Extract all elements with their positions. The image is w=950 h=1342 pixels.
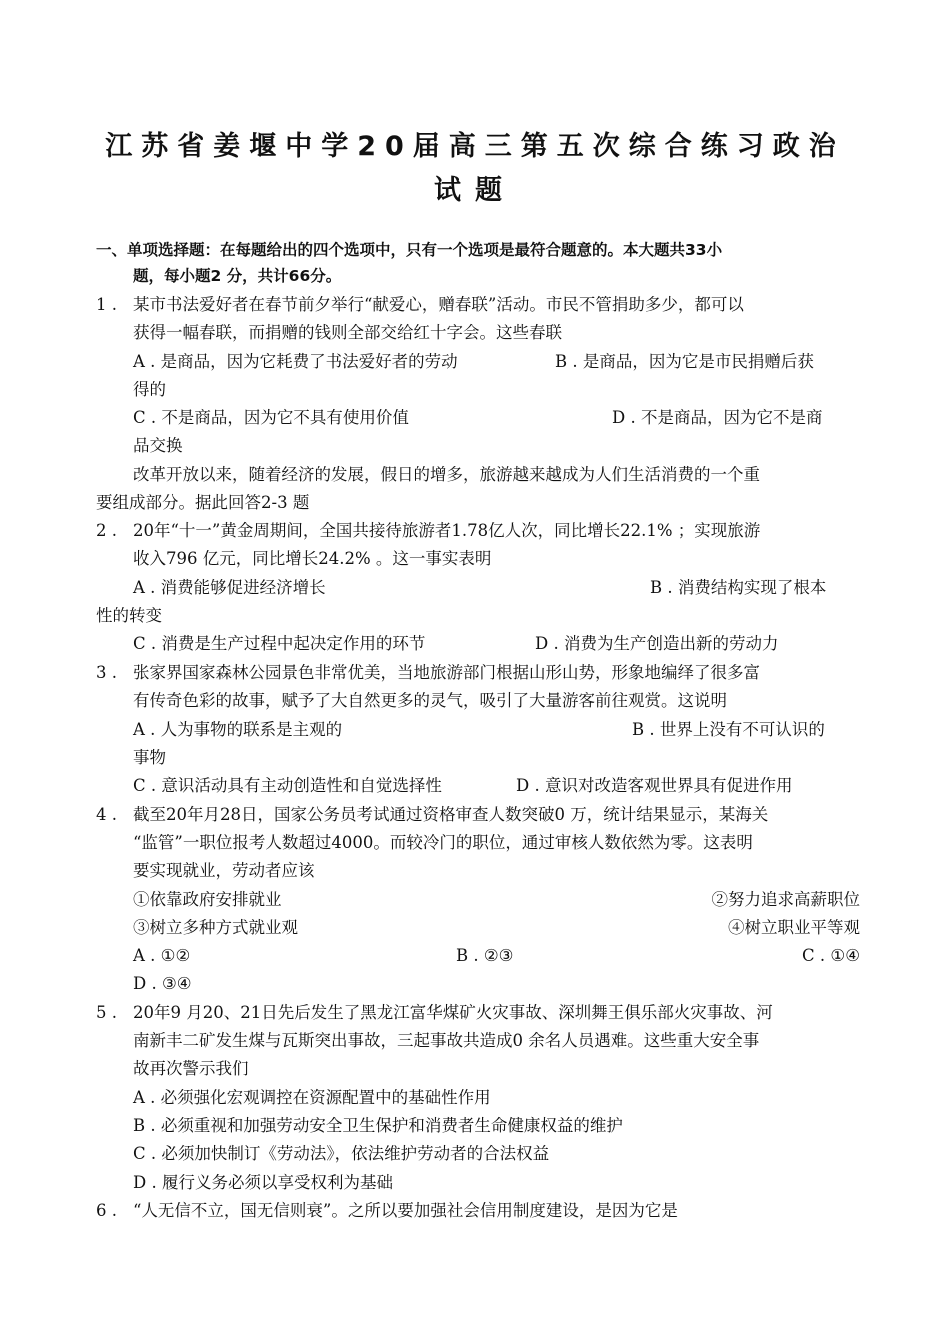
section-header-line1: 一、单项选择题：在每题给出的四个选项中，只有一个选项是最符合题意的。本大题共33小 — [96, 241, 723, 259]
q5-option-a: A . 必须强化宏观调控在资源配置中的基础性作用 — [133, 1088, 491, 1107]
q2-option-b-line2: 性的转变 — [96, 606, 162, 625]
q3-option-a: A . 人为事物的联系是主观的 — [133, 720, 343, 739]
question-number-1: 1 . — [96, 295, 117, 314]
q4-option-c: C . ①④ — [802, 946, 860, 965]
q4-stem-line2: “监管”一职位报考人数超过4000。而较冷门的职位，通过审核人数依然为零。这表明 — [133, 833, 753, 852]
q5-stem-line1: 20年9 月20、21日先后发生了黑龙江富华煤矿火灾事故、深圳舞王俱乐部火灾事故、河 — [133, 1003, 773, 1022]
section-header-line2: 题，每小题2 分，共计66分。 — [133, 267, 342, 285]
q2-option-b-line1: B . 消费结构实现了根本 — [650, 578, 827, 597]
q1-option-a: A . 是商品，因为它耗费了书法爱好者的劳动 — [133, 352, 458, 371]
exam-title-line1: 江苏省姜堰中学20届高三第五次综合练习政治 — [105, 131, 845, 162]
q2-option-d: D . 消费为生产创造出新的劳动力 — [535, 634, 779, 653]
q1-option-d-line1: D . 不是商品，因为它不是商 — [612, 408, 823, 427]
question-number-2: 2 . — [96, 521, 117, 540]
q2-stem-line1: 20年“十一”黄金周期间，全国共接待旅游者1.78亿人次，同比增长22.1% ；实现旅游 — [133, 521, 761, 540]
q1-stem-line1: 某市书法爱好者在春节前夕举行“献爱心，赠春联”活动。市民不管捐助多少，都可以 — [133, 295, 744, 314]
q4-stem-line1: 截至20年月28日，国家公务员考试通过资格审查人数突破0 万，统计结果显示，某海关 — [133, 805, 769, 824]
q3-option-b-line2: 事物 — [133, 748, 166, 767]
q4-option-d: D . ③④ — [133, 974, 192, 993]
q5-stem-line3: 故再次警示我们 — [133, 1059, 249, 1078]
q5-option-b: B . 必须重视和加强劳动安全卫生保护和消费者生命健康权益的维护 — [133, 1116, 623, 1135]
q4-item-1: ①依靠政府安排就业 — [133, 890, 282, 909]
q4-option-a: A . ①② — [133, 946, 191, 965]
q4-stem-line3: 要实现就业，劳动者应该 — [133, 861, 315, 880]
q1-option-b-line1: B . 是商品，因为它是市民捐赠后获 — [555, 352, 814, 371]
q4-item-3: ③树立多种方式就业观 — [133, 918, 298, 937]
q2-option-a: A . 消费能够促进经济增长 — [133, 578, 326, 597]
q5-option-c: C . 必须加快制订《劳动法》，依法维护劳动者的合法权益 — [133, 1144, 550, 1163]
q3-stem-line1: 张家界国家森林公园景色非常优美，当地旅游部门根据山形山势，形象地编绎了很多富 — [133, 663, 760, 682]
q1-option-c: C . 不是商品，因为它不具有使用价值 — [133, 408, 409, 427]
q4-option-b: B . ②③ — [456, 946, 514, 965]
q1-option-b-line2: 得的 — [133, 380, 166, 399]
material-line1: 改革开放以来，随着经济的发展，假日的增多，旅游越来越成为人们生活消费的一个重 — [133, 465, 760, 484]
q4-item-2: ②努力追求高薪职位 — [711, 890, 860, 909]
q2-option-c: C . 消费是生产过程中起决定作用的环节 — [133, 634, 426, 653]
q1-stem-line2: 获得一幅春联，而捐赠的钱则全部交给红十字会。这些春联 — [133, 323, 562, 342]
question-number-3: 3 . — [96, 663, 117, 682]
q3-stem-line2: 有传奇色彩的故事，赋予了大自然更多的灵气，吸引了大量游客前往观赏。这说明 — [133, 691, 727, 710]
q3-option-d: D . 意识对改造客观世界具有促进作用 — [516, 776, 793, 795]
question-number-6: 6 . — [96, 1201, 117, 1220]
q3-option-c: C . 意识活动具有主动创造性和自觉选择性 — [133, 776, 442, 795]
q5-stem-line2: 南新丰二矿发生煤与瓦斯突出事故，三起事故共造成0 余名人员遇难。这些重大安全事 — [133, 1031, 760, 1050]
q6-stem-line1: “人无信不立，国无信则衰”。之所以要加强社会信用制度建设，是因为它是 — [133, 1201, 678, 1220]
q2-stem-line2: 收入796 亿元，同比增长24.2% 。这一事实表明 — [133, 549, 492, 568]
exam-title-line2: 试题 — [434, 175, 516, 206]
q1-option-d-line2: 品交换 — [133, 436, 183, 455]
question-number-4: 4 . — [96, 805, 117, 824]
question-number-5: 5 . — [96, 1003, 117, 1022]
q5-option-d: D . 履行义务必须以享受权利为基础 — [133, 1173, 393, 1192]
q4-item-4: ④树立职业平等观 — [728, 918, 860, 937]
material-line2: 要组成部分。据此回答2-3 题 — [96, 493, 310, 512]
q3-option-b-line1: B . 世界上没有不可认识的 — [632, 720, 825, 739]
